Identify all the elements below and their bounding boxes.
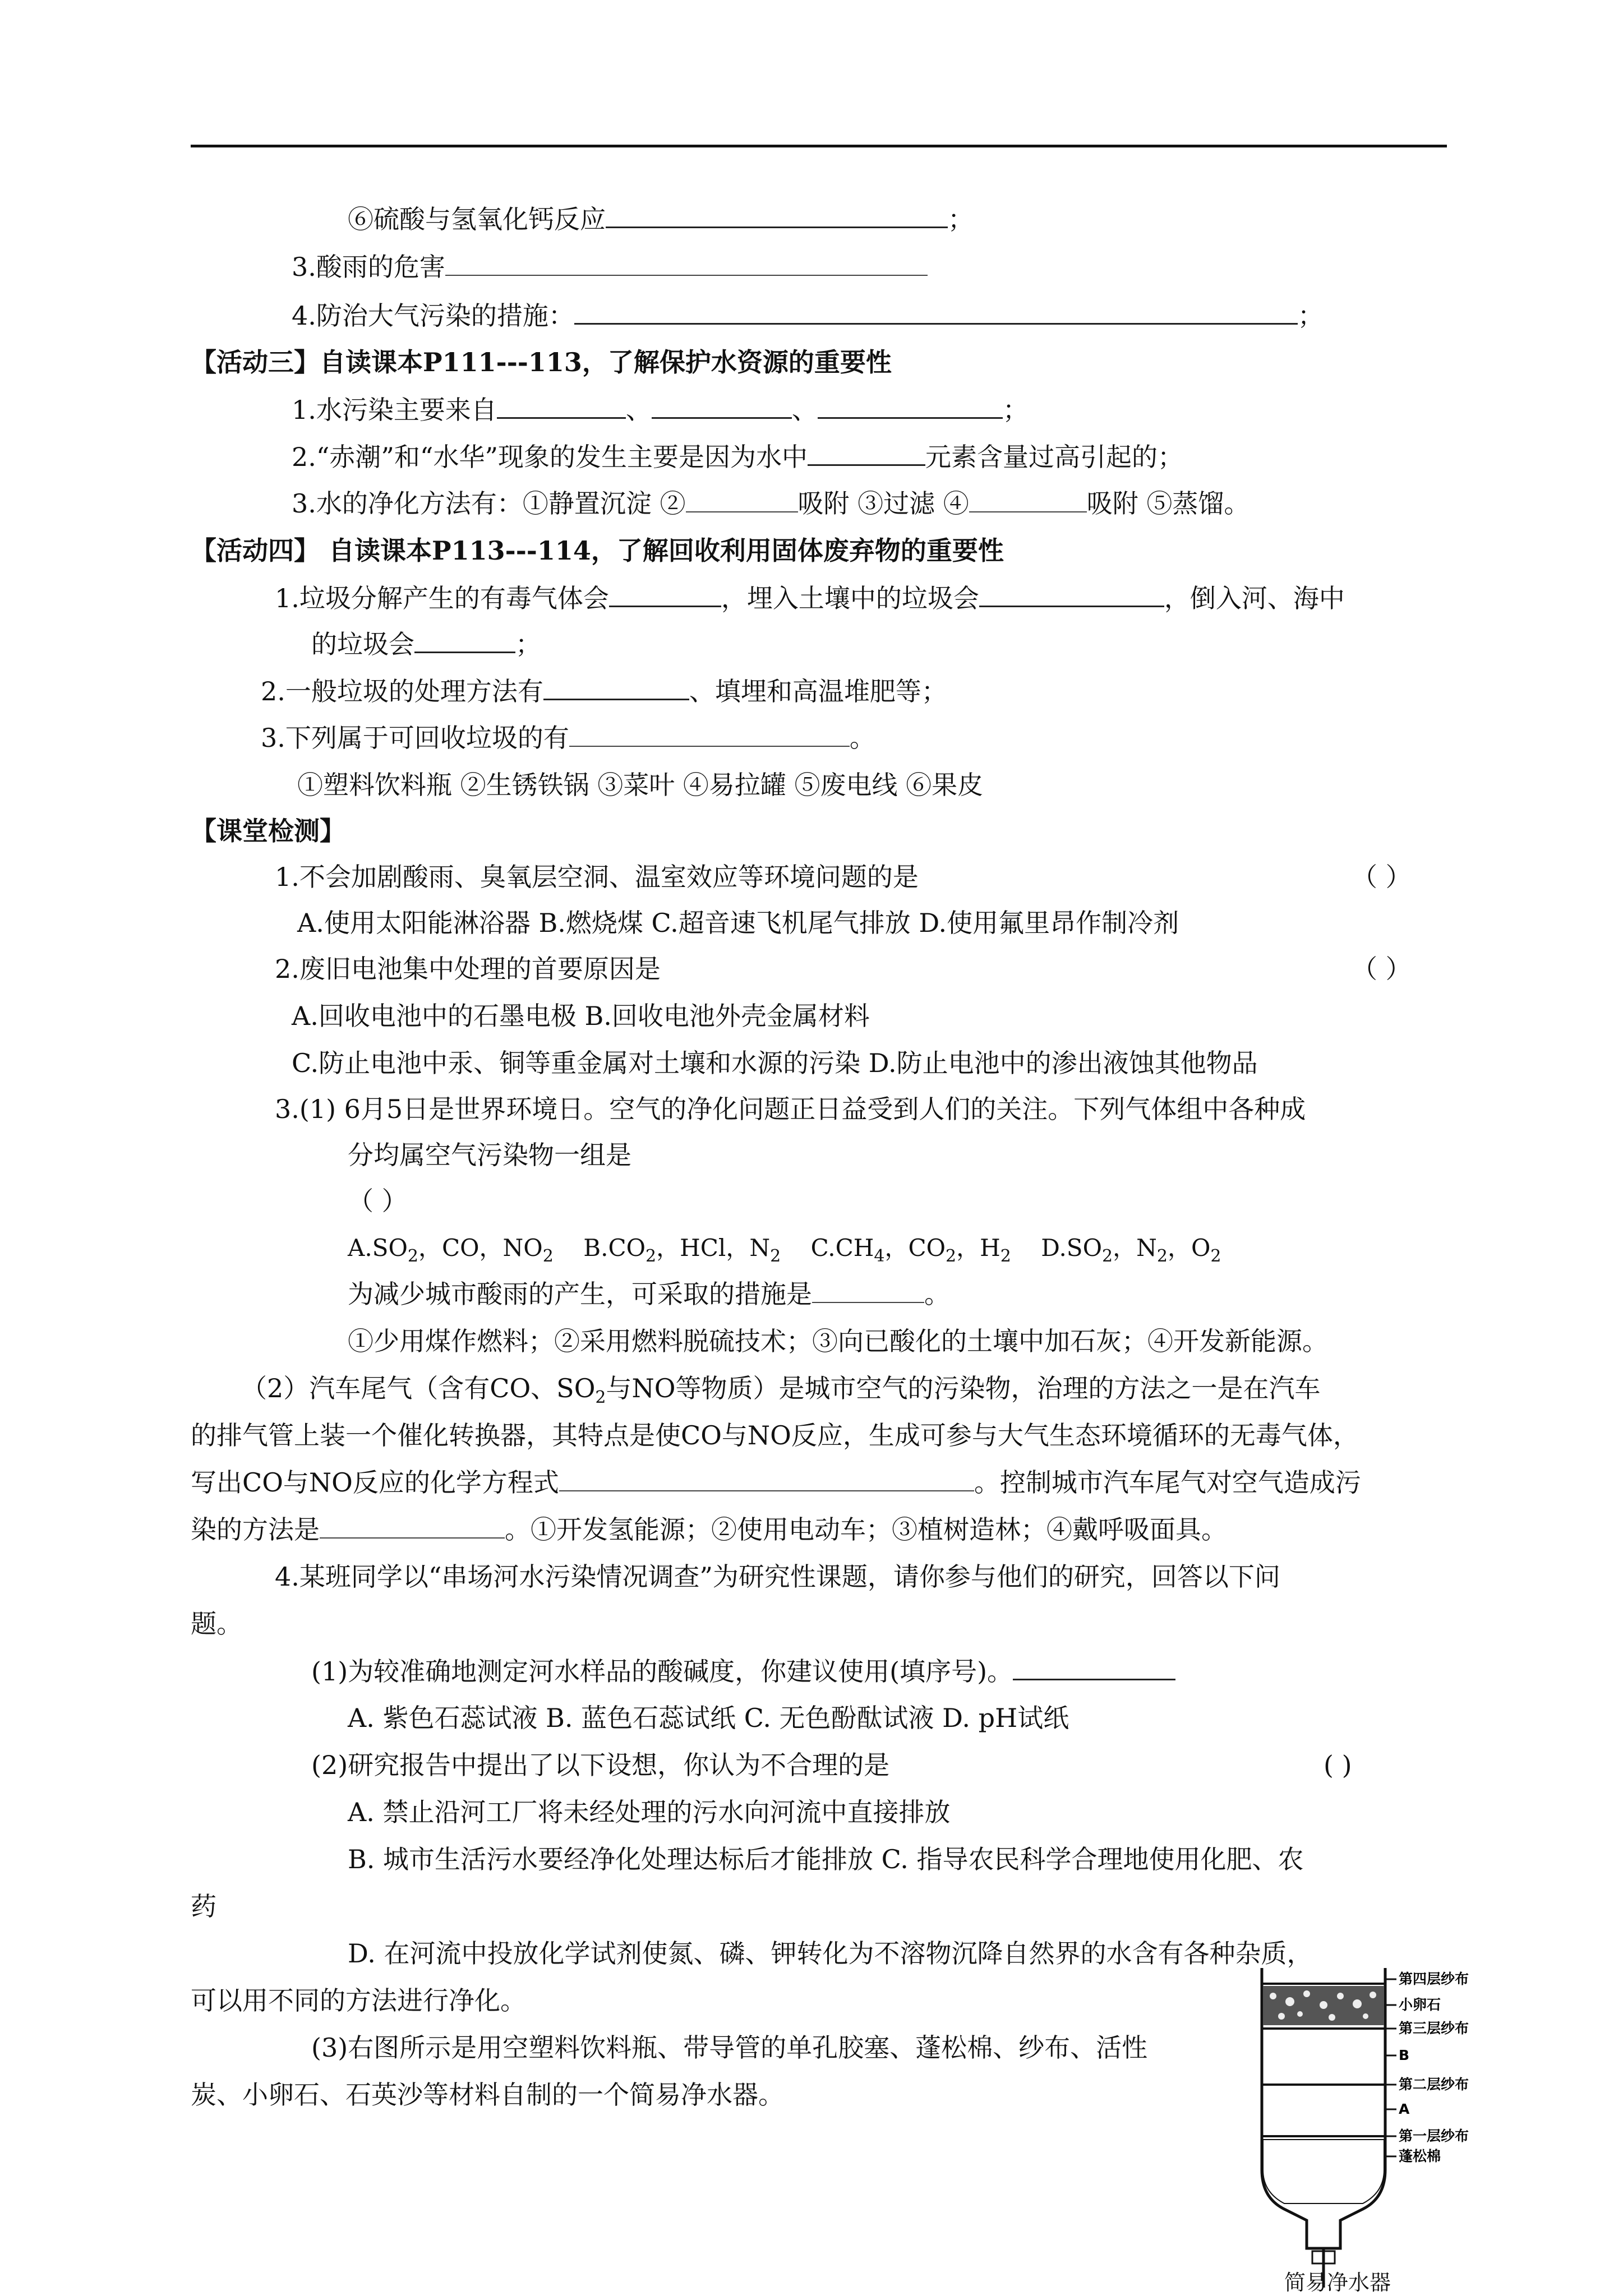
blank-field[interactable] — [320, 1513, 505, 1539]
a4-q3: 3.下列属于可回收垃圾的有 。 — [261, 721, 875, 755]
q3-part2-line1: （2）汽车尾气（含有CO、$SO_2$与NO等物质）是城市空气的污染物，治理的方法之一是在汽车 — [241, 1373, 1321, 1407]
a4-q1: 1.垃圾分解产生的有毒气体会 ，埋入土壤中的垃圾会 ，倒入河、海中 — [275, 581, 1345, 615]
a4-q1-cont: 的垃圾会 ； — [311, 627, 541, 661]
blank-field[interactable] — [497, 392, 626, 419]
q3-answer-bracket[interactable]: （ ） — [348, 1186, 408, 1216]
q2-options-cd: C.防止电池中汞、铜等重金属对土壤和水源的污染 D.防止电池中的渗出液蚀其他物品 — [292, 1048, 1258, 1078]
blank-field[interactable] — [574, 298, 1298, 325]
q4-part1-options: A. 紫色石蕊试液 B. 蓝色石蕊试纸 C. 无色酚酞试液 D. pH试纸 — [348, 1703, 1069, 1733]
label-a: A — [1399, 2101, 1410, 2117]
label-gauze-4: 第四层纱布 — [1399, 1971, 1469, 1987]
label-b: B — [1399, 2047, 1410, 2063]
test-header: 【课堂检测】 — [191, 816, 345, 846]
q3-gas-options: $A.SO_2$，CO，$NO_2$ $B.CO_2$，HCl，$N_2$ $C.CH_4$，$CO_2$，$H_2$ $D.SO_2$，$N_2$，$O_2$ — [348, 1234, 1221, 1266]
label-gauze-1: 第一层纱布 — [1399, 2128, 1469, 2144]
water-purifier-diagram — [1228, 1957, 1520, 2293]
q1-answer-bracket[interactable]: （ ） — [1352, 862, 1412, 892]
blank-field[interactable] — [609, 581, 721, 607]
activity-three-header: 【活动三】自读课本P111---113，了解保护水资源的重要性 — [191, 347, 892, 377]
label-pebbles: 小卵石 — [1399, 1997, 1441, 2013]
q4-part1: (1)为较准确地测定河水样品的酸碱度，你建议使用(填序号)。 — [311, 1654, 1175, 1688]
label-cotton: 蓬松棉 — [1399, 2148, 1441, 2164]
q3-part2-line2: 的排气管上装一个催化转换器，其特点是使CO与NO反应，生成可参与大气生态环境循环的无毒气体， — [191, 1420, 1359, 1450]
blank-field[interactable] — [969, 487, 1087, 512]
blank-field[interactable] — [543, 674, 689, 700]
q3-part2-line3: 写出CO与NO反应的化学方程式 。控制城市汽车尾气对空气造成污 — [191, 1466, 1361, 1499]
a3-q1: 1.水污染主要来自 、 、 ； — [292, 392, 1029, 427]
q2-answer-bracket[interactable]: （ ） — [1352, 954, 1412, 984]
a4-q2: 2.一般垃圾的处理方法有 、填埋和高温堆肥等； — [261, 674, 947, 708]
q4-part2: (2)研究报告中提出了以下设想，你认为不合理的是 — [311, 1750, 890, 1780]
q4-part3-line1: (3)右图所示是用空塑料饮料瓶、带导管的单孔胶塞、蓬松棉、纱布、活性 — [311, 2032, 1148, 2063]
blank-field[interactable] — [606, 202, 948, 228]
blank-field[interactable] — [1013, 1654, 1175, 1680]
top-rule — [191, 145, 1447, 147]
label-gauze-3: 第三层纱布 — [1399, 2020, 1469, 2036]
blank-field[interactable] — [652, 392, 792, 419]
blank-field[interactable] — [414, 627, 515, 653]
blank-field[interactable] — [559, 1466, 974, 1491]
a3-q2: 2.“赤潮”和“水华”现象的发生主要是因为水中 元素含量过高引起的； — [292, 440, 1183, 474]
q3-part2-line4: 染的方法是 。①开发氢能源；②使用电动车；③植树造林；④戴呼吸面具。 — [191, 1513, 1227, 1546]
blank-field[interactable] — [812, 1277, 924, 1303]
q4-stem-line2: 题。 — [191, 1609, 242, 1639]
line-acid-rain: 3.酸雨的危害 — [292, 250, 928, 284]
q4-part3-line2: 炭、小卵石、石英沙等材料自制的一个简易净水器。 — [191, 2080, 784, 2110]
blank-field[interactable] — [445, 250, 928, 276]
q3-measures: 为减少城市酸雨的产生，可采取的措施是 。 — [348, 1277, 950, 1311]
q4-part2-option-a: A. 禁止沿河工厂将未经处理的污水向河流中直接排放 — [348, 1797, 951, 1827]
activity-four-header: 【活动四】 自读课本P113---114，了解回收利用固体废弃物的重要性 — [191, 535, 1004, 566]
q4-part2-option-d: D. 在河流中投放化学试剂使氮、磷、钾转化为不溶物沉降自然界的水含有各种杂质， — [348, 1938, 1313, 1969]
a3-q3: 3.水的净化方法有：①静置沉淀 ② 吸附 ③过滤 ④ 吸附 ⑤蒸馏。 — [292, 487, 1249, 520]
figure-caption: 简易净水器 — [1284, 2270, 1391, 2295]
q1-options: A.使用太阳能淋浴器 B.燃烧煤 C.超音速飞机尾气排放 D.使用氟里昂作制冷剂 — [297, 908, 1179, 938]
a4-q3-options: ①塑料饮料瓶 ②生锈铁锅 ③菜叶 ④易拉罐 ⑤废电线 ⑥果皮 — [297, 770, 984, 800]
q4-part2-option-d-cont: 可以用不同的方法进行净化。 — [191, 1985, 526, 2016]
blank-field[interactable] — [569, 721, 850, 747]
q3-stem-line1: 3.(1) 6月5日是世界环境日。空气的净化问题正日益受到人们的关注。下列气体组中各种成 — [275, 1094, 1306, 1124]
blank-field[interactable] — [979, 581, 1164, 607]
q4-part2-answer-bracket[interactable]: ( ) — [1324, 1750, 1352, 1780]
q1-stem: 1.不会加剧酸雨、臭氧层空洞、温室效应等环境问题的是 — [275, 862, 919, 892]
q4-part2-option-bc: B. 城市生活污水要经净化处理达标后才能排放 C. 指导农民科学合理地使用化肥、农 — [348, 1844, 1304, 1874]
q4-stem-line1: 4.某班同学以“串场河水污染情况调查”为研究性课题，请你参与他们的研究，回答以下问 — [275, 1562, 1280, 1592]
label-gauze-2: 第二层纱布 — [1399, 2076, 1469, 2092]
q2-options-ab: A.回收电池中的石墨电极 B.回收电池外壳金属材料 — [292, 1001, 870, 1031]
q3-stem-line2: 分均属空气污染物一组是 — [348, 1140, 631, 1170]
blank-field[interactable] — [686, 487, 798, 512]
blank-field[interactable] — [808, 440, 925, 466]
line-sulfuric-acid: ⑥硫酸与氢氧化钙反应 ； — [348, 202, 974, 236]
q2-stem: 2.废旧电池集中处理的首要原因是 — [275, 954, 661, 984]
q3-measure-options: ①少用煤作燃料；②采用燃料脱硫技术；③向已酸化的土壤中加石灰；④开发新能源。 — [348, 1326, 1328, 1356]
line-prevention: 4.防治大气污染的措施： ； — [292, 298, 1324, 332]
q4-part2-option-bc-cont: 药 — [191, 1891, 216, 1921]
blank-field[interactable] — [818, 392, 1003, 419]
